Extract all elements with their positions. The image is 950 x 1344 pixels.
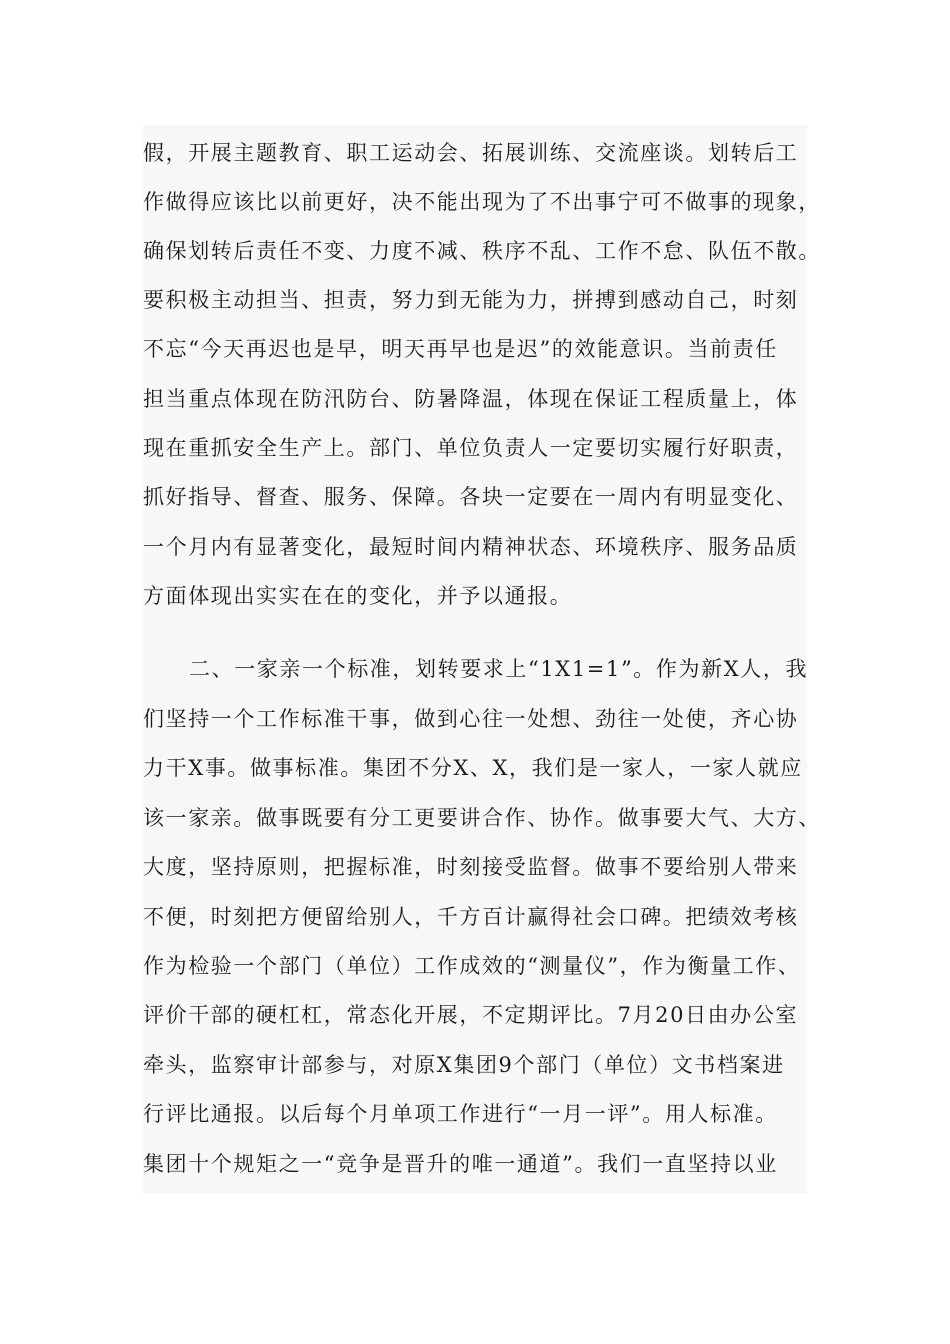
paragraph-2-line-1: 二、一家亲一个标准，划转要求上“1X1=1”。作为新X人，我 xyxy=(189,657,809,681)
paragraph-1-line-2: 作做得应该比以前更好，决不能出现为了不出事宁可不做事的现象， xyxy=(143,190,821,214)
paragraph-1-line-10: 方面体现出实实在在的变化，并予以通报。 xyxy=(143,584,573,608)
paragraph-2-line-5: 大度，坚持原则，把握标准，时刻接受监督。做事不要给别人带来 xyxy=(143,855,799,879)
paragraph-2-line-8: 评价干部的硬杠杠，常态化开展，不定期评比。7月20日由办公室 xyxy=(143,1003,799,1027)
paragraph-2-line-7: 作为检验一个部门（单位）工作成效的“测量仪”，作为衡量工作、 xyxy=(143,954,801,978)
paragraph-1-line-9: 一个月内有显著变化，最短时间内精神状态、环境秩序、服务品质 xyxy=(143,535,799,559)
paragraph-2-line-6: 不便，时刻把方便留给别人，千方百计赢得社会口碑。把绩效考核 xyxy=(143,905,799,929)
paragraph-2-line-11: 集团十个规矩之一“竞争是晋升的唯一通道”。我们一直坚持以业 xyxy=(143,1152,778,1176)
paragraph-1-line-4: 要积极主动担当、担责，努力到无能为力，拼搏到感动自己，时刻 xyxy=(143,288,799,312)
paragraph-2-line-2: 们坚持一个工作标准干事，做到心往一处想、劲往一处使，齐心协 xyxy=(143,707,799,731)
paragraph-1-line-7: 现在重抓安全生产上。部门、单位负责人一定要切实履行好职责， xyxy=(143,436,799,460)
document-body xyxy=(143,125,821,1193)
paragraph-1-line-6: 担当重点体现在防汛防台、防暑降温，体现在保证工程质量上，体 xyxy=(143,387,799,411)
paragraph-2-line-4: 该一家亲。做事既要有分工更要讲合作、协作。做事要大气、大方、 xyxy=(143,806,821,830)
paragraph-1-line-5: 不忘“今天再迟也是早，明天再早也是迟”的效能意识。当前责任 xyxy=(143,337,778,361)
paragraph-1-line-8: 抓好指导、督查、服务、保障。各块一定要在一周内有明显变化、 xyxy=(143,485,799,509)
paragraph-1-line-1: 假，开展主题教育、职工运动会、拓展训练、交流座谈。划转后工 xyxy=(143,141,799,165)
paragraph-2-line-10: 行评比通报。以后每个月单项工作进行“一月一评”。用人标准。 xyxy=(143,1102,778,1126)
paragraph-2-line-9: 牵头，监察审计部参与，对原X集团9个部门（单位）文书档案进 xyxy=(143,1053,785,1077)
paragraph-1-line-3: 确保划转后责任不变、力度不减、秩序不乱、工作不怠、队伍不散。 xyxy=(143,239,821,263)
paragraph-2-line-3: 力干X事。做事标准。集团不分X、X，我们是一家人，一家人就应 xyxy=(143,756,803,780)
